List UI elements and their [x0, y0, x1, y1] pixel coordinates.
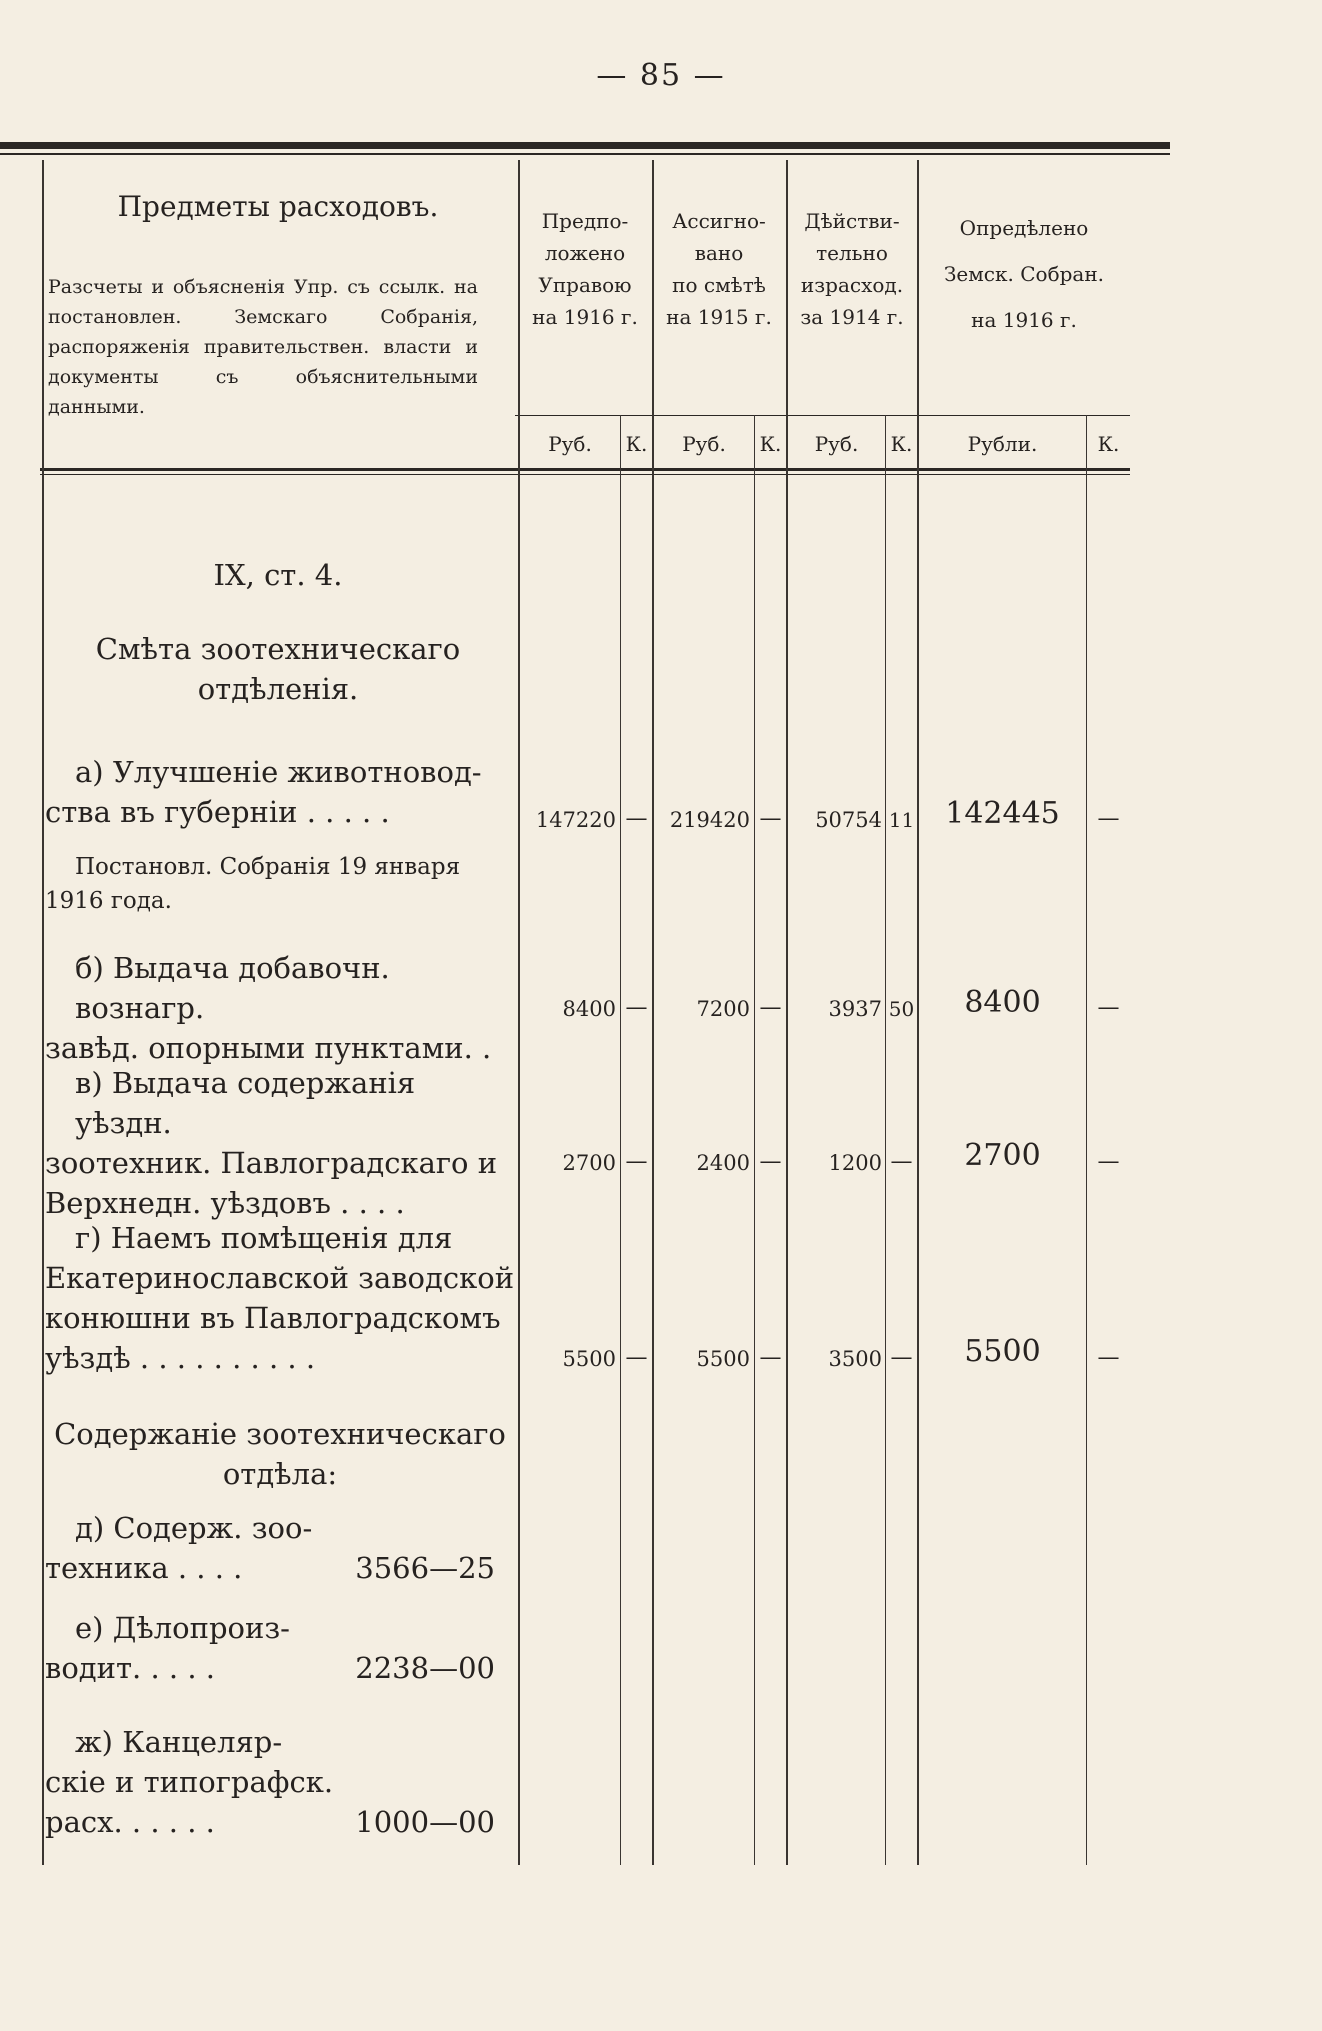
- item-g-line3: конюшни въ Павлоградскомъ: [45, 1301, 501, 1335]
- item-a-note: [45, 850, 505, 918]
- item-v-line1: в) Выдача содержанія уѣздн.: [75, 1066, 416, 1140]
- item-g-line1: г) Наемъ помѣщенія для: [75, 1221, 453, 1255]
- item-a-approved: 142445: [945, 796, 1060, 831]
- item-b-spent: 3937: [828, 997, 882, 1021]
- item-v-proposed: 2700: [562, 1151, 616, 1175]
- maint-zh-line2: скіе и типографск.: [45, 1765, 334, 1799]
- maintenance-heading-2: отдѣла:: [222, 1457, 338, 1491]
- col-approved-line2: Земск. Собран.: [943, 262, 1105, 286]
- col-spent-line4: за 1914 г.: [800, 305, 904, 329]
- item-v-proposed-k: —: [625, 1149, 648, 1174]
- col-assigned-line3: по смѣтѣ: [672, 273, 766, 297]
- maint-zh-line1: ж) Канцеляр-: [75, 1725, 283, 1759]
- item-v-assigned-k: —: [759, 1149, 782, 1174]
- item-a-line1: а) Улучшеніе животновод-: [75, 755, 482, 789]
- unit-kop-3: К.: [890, 432, 913, 456]
- unit-rub-2: Руб.: [682, 432, 726, 456]
- item-a-line2: ства въ губерніи . . . . .: [45, 795, 390, 829]
- item-a-note1: Постановл. Собранія 19 января: [75, 854, 461, 880]
- unit-kop-2: К.: [759, 432, 782, 456]
- item-g-assigned-k: —: [759, 1345, 782, 1370]
- item-b-assigned: 7200: [696, 997, 750, 1021]
- unit-kop-4: К.: [1097, 432, 1120, 456]
- left-border: [42, 160, 44, 1865]
- item-b-approved-k: —: [1097, 995, 1120, 1020]
- item-g-spent-k: —: [890, 1345, 913, 1370]
- col-spent-line3: израсход.: [800, 273, 904, 297]
- maint-e-line1: е) Дѣлопроиз-: [75, 1611, 290, 1645]
- item-b-approved: 8400: [964, 985, 1041, 1020]
- header-rule-thin: [40, 474, 1130, 475]
- item-g-line2: Екатеринославской заводской: [45, 1261, 515, 1295]
- col-assigned-line2: вано: [694, 241, 744, 265]
- section-heading: IX, ст. 4.: [213, 558, 343, 592]
- maint-zh-row: [45, 1802, 515, 1842]
- page-number: — 85 —: [596, 58, 726, 93]
- maint-e-row: [45, 1648, 515, 1688]
- item-b-text: [45, 948, 515, 1068]
- item-b-line2: завѣд. опорными пунктами. .: [45, 1031, 492, 1065]
- col-proposed-line1: Предпо-: [541, 209, 629, 233]
- item-v-line2: зоотехник. Павлоградскаго и: [45, 1146, 498, 1180]
- item-a-spent-k: 11: [888, 808, 915, 832]
- item-b-assigned-k: —: [759, 995, 782, 1020]
- unit-rub-1: Руб.: [548, 432, 592, 456]
- item-v-spent: 1200: [828, 1151, 882, 1175]
- item-a-assigned: 219420: [669, 808, 750, 832]
- item-b-spent-k: 50: [888, 997, 915, 1021]
- item-v-approved-k: —: [1097, 1149, 1120, 1174]
- item-g-proposed-k: —: [625, 1345, 648, 1370]
- col-spent-line1: Дѣйстви-: [804, 209, 900, 233]
- unit-kop-1: К.: [625, 432, 648, 456]
- subjects-note: Разсчеты и объясненія Упр. съ ссылк. на постановлен. Земскаго Собранія, распоряженія правительствен. власти и документы съ объяснительными данными.: [48, 276, 478, 418]
- item-a-approved-k: —: [1097, 806, 1120, 831]
- col-proposed-line2: ложено: [544, 241, 626, 265]
- maint-d: [45, 1508, 515, 1588]
- item-a-proposed: 147220: [535, 808, 616, 832]
- col-assigned-line1: Ассигно-: [672, 209, 766, 233]
- item-v-approved: 2700: [964, 1138, 1041, 1173]
- col-assigned-line4: на 1915 г.: [666, 305, 772, 329]
- unit-rubli-4: Рубли.: [967, 432, 1038, 456]
- item-g-spent: 3500: [828, 1347, 882, 1371]
- maint-d-amount: 3566—25: [355, 1551, 495, 1585]
- unit-rub-3: Руб.: [814, 432, 859, 456]
- item-g-line4: уѣздѣ . . . . . . . . . .: [45, 1341, 316, 1375]
- section-title-2: отдѣленія.: [197, 672, 359, 706]
- maint-d-row: [45, 1548, 515, 1588]
- maintenance-heading: [45, 1414, 515, 1494]
- top-rule: [0, 142, 1170, 149]
- col-spent-line2: тельно: [816, 241, 888, 265]
- item-a-spent: 50754: [815, 808, 882, 832]
- item-g-approved: 5500: [964, 1334, 1041, 1369]
- col-spent-header: [788, 205, 916, 333]
- item-g-proposed: 5500: [562, 1347, 616, 1371]
- col-approved-line3: на 1916 г.: [971, 308, 1077, 332]
- col-proposed-line4: на 1916 г.: [532, 305, 638, 329]
- col-assigned-header: [654, 205, 784, 333]
- item-v-text: [45, 1063, 515, 1223]
- section-title-1: Смѣта зоотехническаго: [95, 632, 461, 666]
- item-v-spent-k: —: [890, 1149, 913, 1174]
- maint-zh-line3: расх. . . . . .: [45, 1805, 215, 1839]
- col-approved-header: [919, 205, 1129, 343]
- col-proposed-line3: Управою: [538, 273, 632, 297]
- col-divider-1k: [620, 415, 621, 1865]
- item-g-approved-k: —: [1097, 1345, 1120, 1370]
- item-b-proposed: 8400: [562, 997, 616, 1021]
- item-g-assigned: 5500: [696, 1347, 750, 1371]
- item-a-text: [45, 752, 515, 832]
- item-g-text: [45, 1218, 515, 1378]
- item-b-line1: б) Выдача добавочн. вознагр.: [75, 951, 390, 1025]
- maint-e-line2: водит. . . . .: [45, 1651, 215, 1685]
- subjects-title: Предметы расходовъ.: [117, 190, 439, 223]
- item-a-note2: 1916 года.: [45, 888, 172, 914]
- col-divider-2k: [754, 415, 755, 1865]
- maintenance-heading-1: Содержаніе зоотехническаго: [54, 1417, 506, 1451]
- item-v-assigned: 2400: [696, 1151, 750, 1175]
- item-a-assigned-k: —: [759, 806, 782, 831]
- col-divider-4k: [1086, 415, 1087, 1865]
- col-proposed-header: [520, 205, 650, 333]
- item-v-line3: Верхнедн. уѣздовъ . . . .: [45, 1186, 405, 1220]
- maint-d-line1: д) Содерж. зоо-: [75, 1511, 313, 1545]
- maint-e: [45, 1608, 515, 1688]
- item-a-proposed-k: —: [625, 806, 648, 831]
- header-rule: [40, 468, 1130, 471]
- col-divider-3k: [885, 415, 886, 1865]
- top-rule-thin: [0, 153, 1170, 155]
- maint-e-amount: 2238—00: [355, 1651, 495, 1685]
- units-rule: [515, 415, 1130, 416]
- col-approved-line1: Опредѣлено: [959, 216, 1089, 240]
- maint-zh: [45, 1722, 515, 1842]
- maint-zh-amount: 1000—00: [355, 1805, 495, 1839]
- maint-d-line2: техника . . . .: [45, 1551, 243, 1585]
- item-b-proposed-k: —: [625, 995, 648, 1020]
